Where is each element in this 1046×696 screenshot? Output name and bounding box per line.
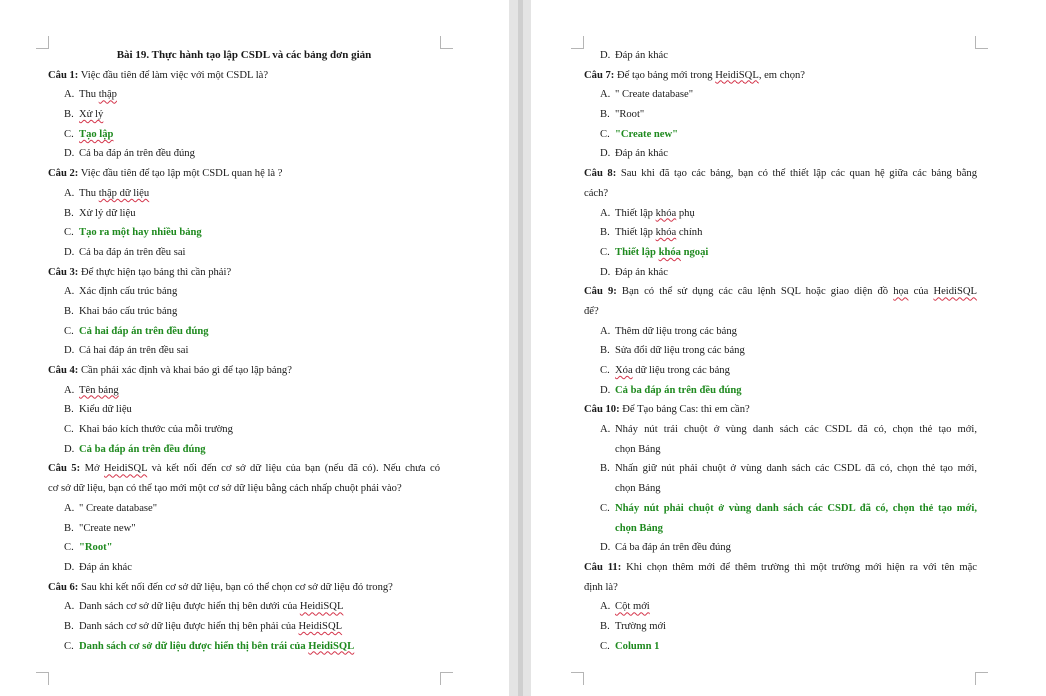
option-text: Đáp án khác <box>615 148 668 160</box>
option-text: Đáp án khác <box>615 50 668 61</box>
option-2a[interactable] <box>48 184 440 204</box>
spellcheck-word: thập <box>98 89 117 101</box>
question-text: Để tạo bảng mới trong <box>616 69 716 81</box>
option-text: Cả ba đáp án trên đều sai <box>79 246 186 258</box>
option-5b[interactable] <box>48 519 440 539</box>
question-9 <box>584 282 977 302</box>
option-letter: D. <box>64 148 75 160</box>
option-text: Danh sách cơ sở dữ liệu được hiển thị bên dưới của <box>79 601 300 613</box>
option-text: dữ liệu trong các bảng <box>632 365 730 376</box>
question-text: và kết nối đến cơ sở dữ liệu của bạn (nếu đã có). Nếu chưa có <box>147 463 441 475</box>
option-9d-correct[interactable] <box>584 381 977 401</box>
spellcheck-word: họa <box>893 286 909 298</box>
option-letter: B. <box>600 345 610 357</box>
option-letter: C. <box>64 325 74 337</box>
option-text: Thu <box>79 89 99 101</box>
spellcheck-word: HeidiSQL <box>715 69 759 81</box>
option-letter: D. <box>64 246 75 258</box>
option-text: ngoại <box>680 246 709 258</box>
page-left-content <box>48 46 440 656</box>
option-text: Thêm dữ liệu trong các bảng <box>615 325 737 337</box>
option-8a[interactable] <box>584 204 977 224</box>
option-text: Khai báo kích thước của mỗi trường <box>79 424 233 436</box>
spellcheck-word: Xóa <box>615 365 633 376</box>
question-11-line2: định là? <box>584 581 618 593</box>
option-text: Cả ba đáp án trên đều đúng <box>79 148 195 160</box>
spellcheck-word: Tên bảng <box>79 384 119 396</box>
option-text: Column 1 <box>615 640 660 652</box>
option-6b[interactable] <box>48 617 440 637</box>
option-7b[interactable] <box>584 105 977 125</box>
option-text: Xác định cấu trúc bảng <box>79 286 178 298</box>
question-8-line2: cách? <box>584 187 609 199</box>
option-letter: C. <box>600 128 610 140</box>
question-text: Bạn có thể sử dụng các câu lệnh SQL hoặc giao diện đồ <box>621 286 894 298</box>
option-letter: D. <box>600 384 611 396</box>
option-letter: C. <box>600 365 610 376</box>
option-10a[interactable] <box>584 420 977 440</box>
option-letter: B. <box>64 522 74 534</box>
option-11b[interactable] <box>584 617 977 637</box>
question-text: Khi chọn thêm mới để thêm trường thì một trường mới hiện ra với tên mặc <box>626 561 977 573</box>
option-letter: B. <box>64 207 74 219</box>
option-8d[interactable] <box>584 263 977 283</box>
option-letter: C. <box>600 502 610 514</box>
question-9-line2: để? <box>584 305 599 317</box>
option-10c-cont: chọn Bảng <box>615 522 663 534</box>
option-letter: D. <box>64 443 75 455</box>
question-label: Câu 5: <box>48 463 81 475</box>
option-10c-correct[interactable] <box>584 499 977 519</box>
option-text: Đáp án khác <box>615 266 668 278</box>
option-letter: D. <box>64 561 75 573</box>
option-text: Sửa đổi dữ liệu trong các bảng <box>615 345 745 357</box>
spellcheck-word: HeidiSQL <box>104 463 148 475</box>
option-text: Cả hai đáp án trên đều đúng <box>79 325 209 337</box>
option-text: " Create database" <box>615 89 694 101</box>
option-text: Nháy nút phải chuột ở vùng danh sách các CSDL đã có, chọn thẻ tạo mới, <box>615 502 977 514</box>
option-text: "Create new" <box>79 522 136 534</box>
option-7d[interactable] <box>584 144 977 164</box>
option-9b[interactable] <box>584 341 977 361</box>
page-gutter <box>509 0 531 696</box>
option-letter: B. <box>64 620 74 632</box>
option-6a[interactable] <box>48 597 440 617</box>
option-1c-correct[interactable] <box>48 125 440 145</box>
option-2d[interactable] <box>48 243 440 263</box>
option-text: Kiểu dữ liệu <box>79 404 132 416</box>
option-2b[interactable] <box>48 204 440 224</box>
option-text: Xử lý dữ liệu <box>79 207 136 219</box>
option-text: Nháy nút trái chuột ở vùng danh sách các CSDL đã có, chọn thẻ tạo mới, <box>615 424 977 436</box>
spellcheck-word: HeidiSQL <box>298 620 343 632</box>
question-11 <box>584 558 977 578</box>
option-11a[interactable] <box>584 597 977 617</box>
option-10d[interactable] <box>584 538 977 558</box>
option-text: Danh sách cơ sở dữ liệu được hiển thị bên trái của <box>79 640 309 652</box>
option-letter: B. <box>600 463 610 475</box>
option-1d[interactable] <box>48 144 440 164</box>
option-text: Danh sách cơ sở dữ liệu được hiển thị bên phải của <box>79 620 299 632</box>
option-text: Thu <box>79 187 99 199</box>
crop-mark <box>440 36 453 49</box>
option-3d[interactable] <box>48 341 440 361</box>
question-label: Câu 11: <box>584 561 622 573</box>
question-text: Để thực hiện tạo bảng thì cần phải? <box>80 266 232 278</box>
option-9c[interactable] <box>584 361 977 381</box>
option-text: Nhấn giữ nút phải chuột ở vùng danh sách các CSDL đã có, chọn thẻ tạo mới, <box>615 463 977 475</box>
option-letter: A. <box>600 207 611 219</box>
option-letter: C. <box>64 640 74 652</box>
option-text: " Create database" <box>79 502 158 514</box>
question-text: , em chọn? <box>758 69 805 81</box>
spellcheck-word: thập dữ liệu <box>98 187 150 199</box>
option-letter: C. <box>64 424 74 436</box>
option-text: Khai báo cấu trúc bảng <box>79 305 178 317</box>
option-text: Thiết lập <box>615 227 656 239</box>
option-letter: A. <box>64 187 75 199</box>
spellcheck-word: khóa <box>655 227 677 239</box>
question-8 <box>584 164 977 184</box>
option-text: chính <box>676 227 703 239</box>
option-8c-correct[interactable] <box>584 243 977 263</box>
question-4 <box>48 361 440 381</box>
question-label: Câu 3: <box>48 266 79 278</box>
question-text: Việc đầu tiên để tạo lập một CSDL quan hệ là ? <box>80 168 283 180</box>
question-10 <box>584 400 977 420</box>
spellcheck-word: HeidiSQL <box>933 286 977 298</box>
option-5a[interactable] <box>48 499 440 519</box>
page-divider <box>518 0 523 696</box>
option-8b[interactable] <box>584 223 977 243</box>
question-1 <box>48 66 440 86</box>
option-letter: D. <box>600 542 611 554</box>
option-letter: C. <box>64 227 74 239</box>
spellcheck-word: Tạo lập <box>79 128 114 140</box>
question-2 <box>48 164 440 184</box>
spellcheck-word: HeidiSQL <box>308 640 355 652</box>
option-3b[interactable] <box>48 302 440 322</box>
option-3c-correct[interactable] <box>48 322 440 342</box>
option-letter: B. <box>64 305 74 317</box>
option-letter: B. <box>64 109 74 121</box>
option-5d[interactable] <box>48 558 440 578</box>
crop-mark <box>440 672 453 685</box>
option-text: Đáp án khác <box>79 561 132 573</box>
option-letter: D. <box>600 50 611 61</box>
option-letter: C. <box>600 640 610 652</box>
option-letter: A. <box>600 89 611 101</box>
option-text: Cả ba đáp án trên đều đúng <box>615 542 731 554</box>
option-letter: A. <box>64 601 75 613</box>
question-label: Câu 7: <box>584 69 615 81</box>
spellcheck-word: khóa <box>658 246 681 258</box>
option-text: Cả hai đáp án trên đều sai <box>79 345 189 357</box>
crop-mark <box>36 672 49 685</box>
question-text: Sau khi kết nối đến cơ sở dữ liệu, bạn có thể chọn cơ sở dữ liệu đó trong? <box>78 581 393 593</box>
option-letter: D. <box>64 345 75 357</box>
option-letter: B. <box>600 109 610 121</box>
option-letter: A. <box>64 502 75 514</box>
question-label: Câu 4: <box>48 365 79 376</box>
option-letter: D. <box>600 148 611 160</box>
option-letter: B. <box>600 227 610 239</box>
question-label: Câu 8: <box>584 168 617 180</box>
option-letter: D. <box>600 266 611 278</box>
option-letter: B. <box>64 404 74 416</box>
option-text: "Root" <box>79 542 113 554</box>
option-text: Thiết lập <box>615 207 656 219</box>
option-letter: A. <box>64 286 75 298</box>
question-5-line2: cơ sở dữ liệu, bạn có thể tạo mới một cơ sở dữ liệu bằng cách nhấp chuột phải vào? <box>48 483 402 495</box>
spellcheck-word: Xử lý <box>79 109 104 121</box>
option-letter: C. <box>64 128 74 140</box>
option-3a[interactable] <box>48 282 440 302</box>
option-4b[interactable] <box>48 400 440 420</box>
option-letter: B. <box>600 620 610 632</box>
option-1a[interactable] <box>48 85 440 105</box>
option-7c-correct[interactable] <box>584 125 977 145</box>
option-9a[interactable] <box>584 322 977 342</box>
option-letter: A. <box>600 601 611 613</box>
page-right-content <box>584 46 977 656</box>
option-letter: C. <box>600 246 610 258</box>
option-text: Cả ba đáp án trên đều đúng <box>79 443 206 455</box>
spellcheck-word: Cột mới <box>615 601 650 613</box>
option-11c-correct[interactable] <box>584 637 977 657</box>
question-text: Sau khi đã tạo các bảng, bạn có thể thiết lập các quan hệ giữa các bảng bằng <box>620 168 978 180</box>
option-text: phụ <box>676 207 695 219</box>
question-6 <box>48 578 440 598</box>
option-letter: A. <box>64 384 75 396</box>
question-label: Câu 1: <box>48 69 79 81</box>
crop-mark <box>975 672 988 685</box>
option-letter: A. <box>64 89 75 101</box>
question-label: Câu 9: <box>584 286 617 298</box>
option-10b-cont: chọn Bảng <box>615 483 661 495</box>
option-letter: A. <box>600 325 611 337</box>
option-4d-correct[interactable] <box>48 440 440 460</box>
option-6c-correct[interactable] <box>48 637 440 657</box>
option-10b[interactable] <box>584 459 977 479</box>
option-1b[interactable] <box>48 105 440 125</box>
option-6d[interactable] <box>584 46 977 66</box>
question-5 <box>48 459 440 479</box>
spellcheck-word: khóa <box>655 207 677 219</box>
option-4c[interactable] <box>48 420 440 440</box>
option-10a-cont: chọn Bảng <box>615 443 661 455</box>
option-text: "Root" <box>615 109 645 121</box>
option-letter: A. <box>600 424 611 436</box>
question-text: Mở <box>84 463 105 475</box>
option-5c-correct[interactable] <box>48 538 440 558</box>
question-label: Câu 2: <box>48 168 79 180</box>
option-text: "Create new" <box>615 128 679 140</box>
crop-mark <box>571 36 584 49</box>
question-text: Việc đầu tiên để làm việc với một CSDL là? <box>80 69 269 81</box>
option-2c-correct[interactable] <box>48 223 440 243</box>
question-text: của <box>908 286 934 298</box>
option-7a[interactable] <box>584 85 977 105</box>
question-7 <box>584 66 977 86</box>
option-4a[interactable] <box>48 381 440 401</box>
crop-mark <box>571 672 584 685</box>
question-text: Cần phải xác định và khai báo gì để tạo lập bảng? <box>80 365 292 376</box>
document-page-right <box>531 0 1046 696</box>
option-text: Tạo ra một hay nhiều bảng <box>79 227 202 239</box>
option-text: Cả ba đáp án trên đều đúng <box>615 384 742 396</box>
option-text: Trường mới <box>615 620 666 632</box>
question-label: Câu 10: <box>584 404 620 416</box>
question-label: Câu 6: <box>48 581 79 593</box>
option-text: Thiết lập <box>615 246 659 258</box>
spellcheck-word: HeidiSQL <box>299 601 344 613</box>
question-text: Để Tạo bảng Cas: thì em cần? <box>622 404 750 416</box>
document-title: Bài 19. Thực hành tạo lập CSDL và các bảng đơn giản <box>116 49 372 61</box>
question-3 <box>48 263 440 283</box>
option-letter: C. <box>64 542 74 554</box>
document-page-left <box>0 0 509 696</box>
